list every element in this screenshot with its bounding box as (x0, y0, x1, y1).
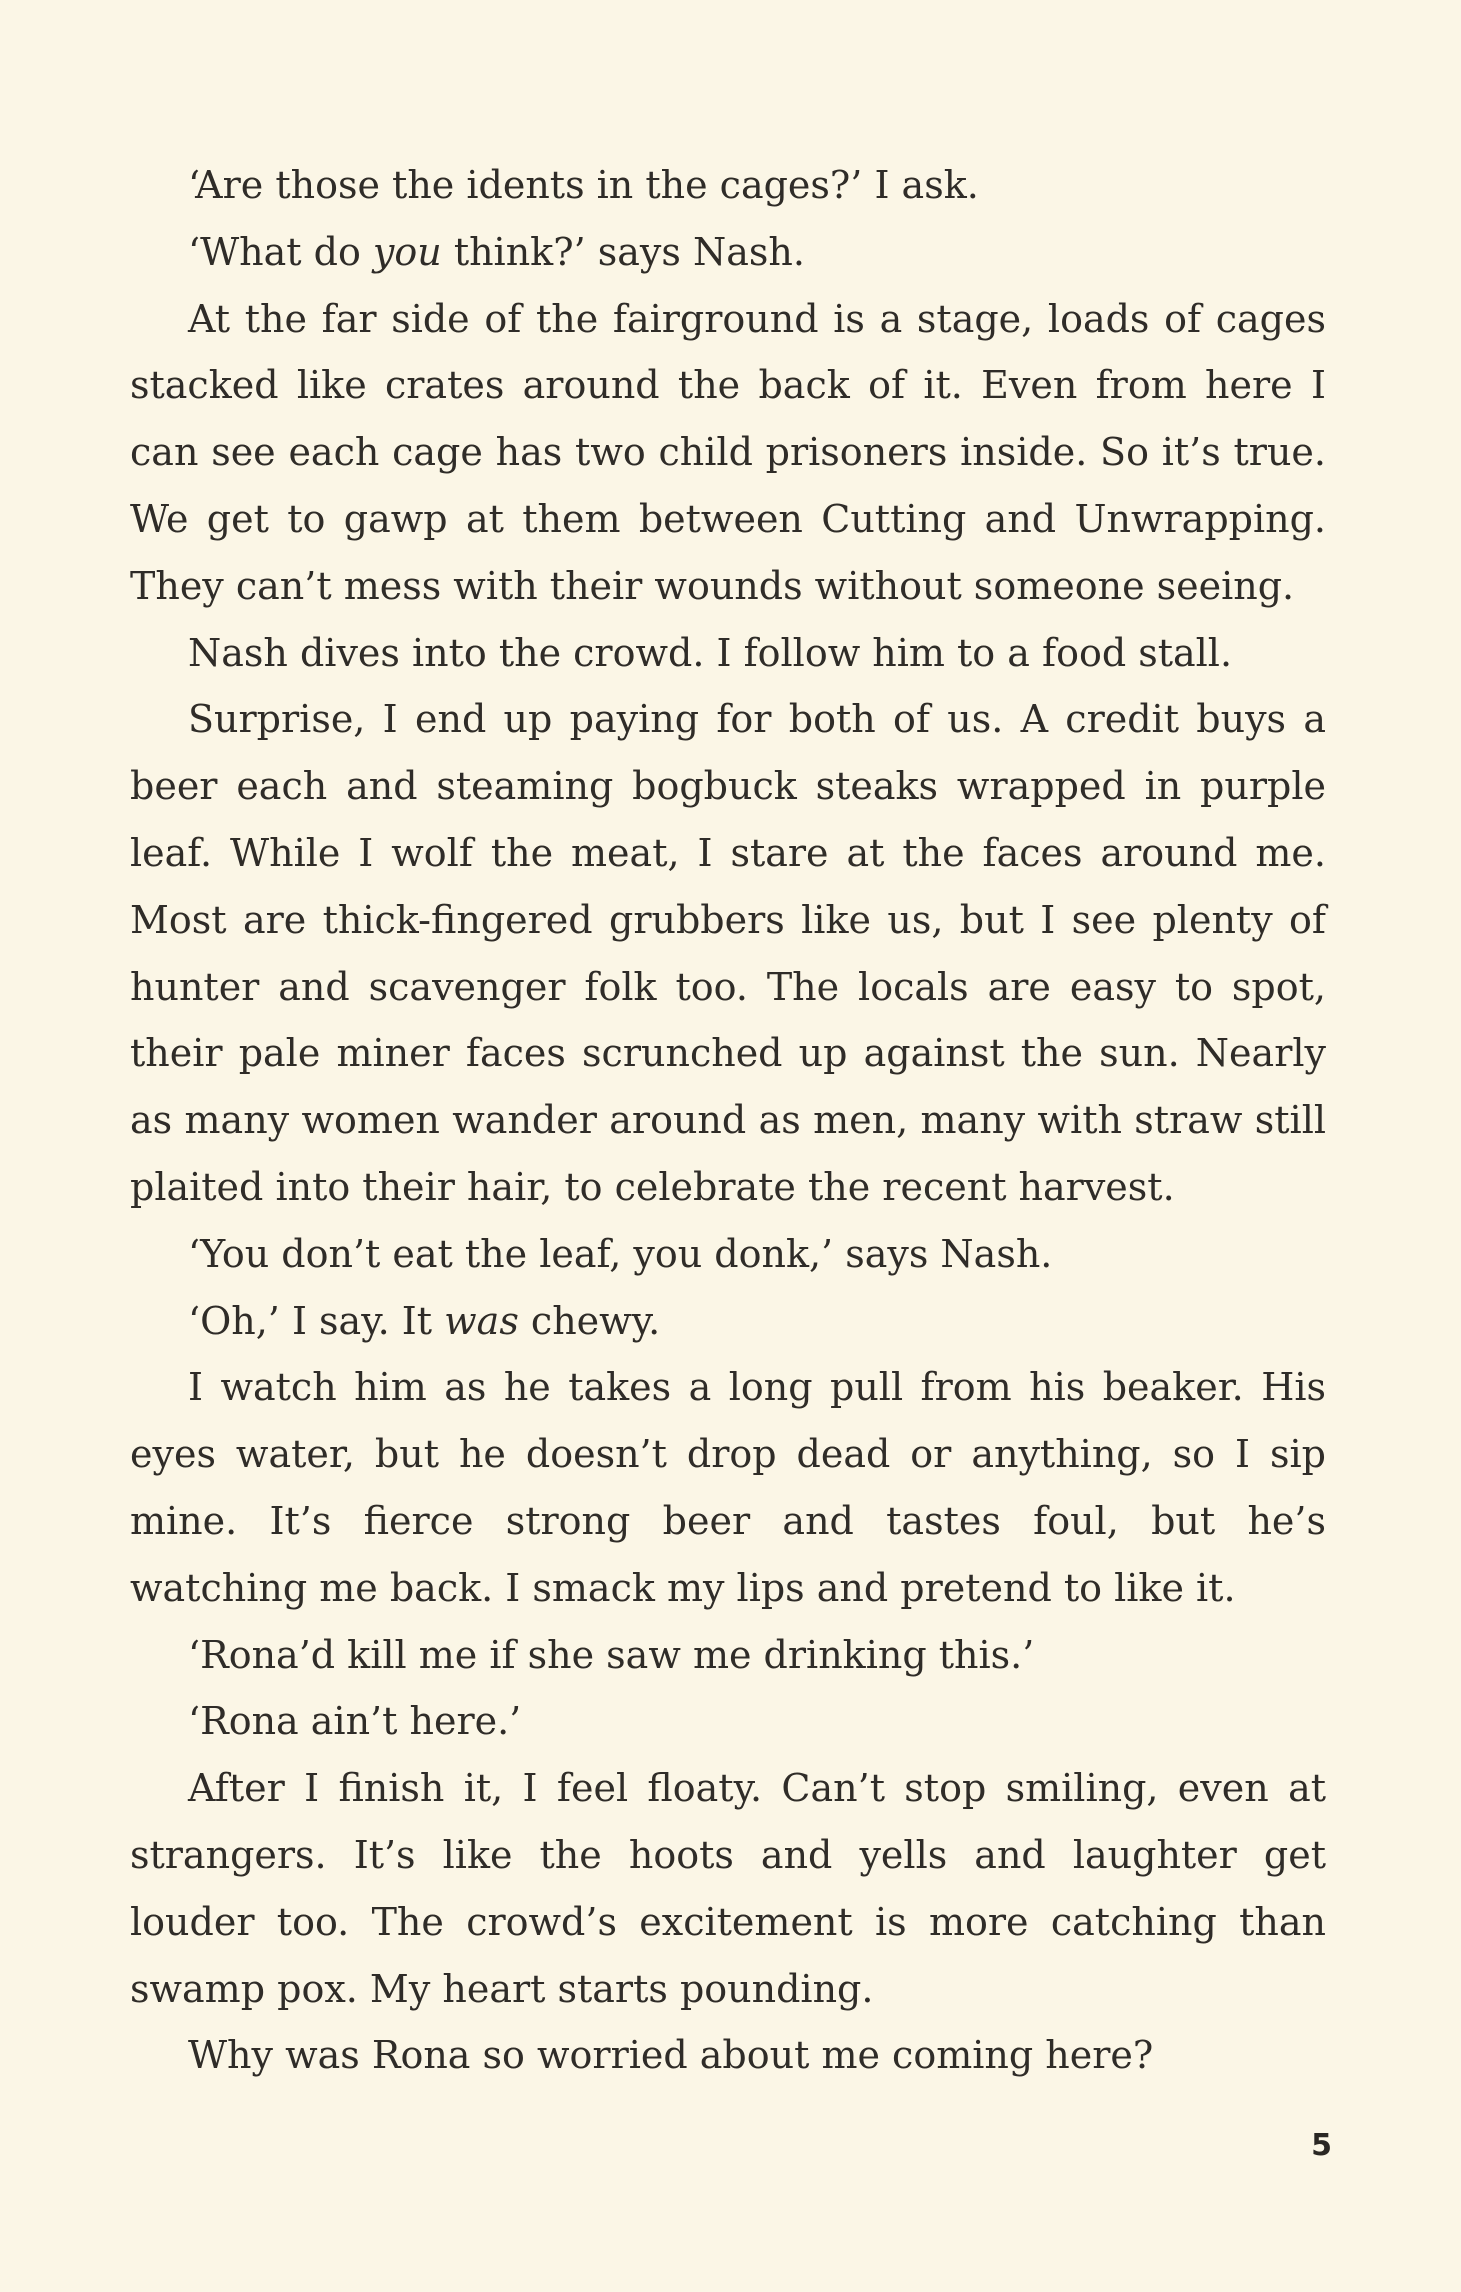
text-segment: ‘Rona’d kill me if she saw me drinking this.’ (188, 1632, 1035, 1677)
text-segment: think?’ says Nash. (441, 229, 805, 274)
text-segment: Why was Rona so worried about me coming here? (188, 2033, 1154, 2078)
paragraph (130, 1755, 1326, 2022)
text-segment: chewy. (518, 1298, 661, 1343)
paragraph (130, 1288, 1326, 1355)
paragraph (130, 1221, 1326, 1288)
italic-word: was (444, 1298, 519, 1343)
text-segment: ‘What do (188, 229, 373, 274)
paragraph (130, 286, 1326, 620)
text-segment: After I finish it, I feel floaty. Can’t stop smiling, even at strangers. It’s like the hoots and yells and laughter get louder too. The crowd’s excitement is more catching than swamp pox. My heart starts pounding. (130, 1766, 1326, 2011)
text-segment: ‘Rona ain’t here.’ (188, 1699, 522, 1744)
text-segment: ‘You don’t eat the leaf, you donk,’ says Nash. (188, 1231, 1053, 1276)
text-segment: ‘Are those the idents in the cages?’ I ask. (188, 163, 979, 207)
body-text (130, 152, 1326, 2089)
text-segment: ‘Oh,’ I say. It (188, 1298, 445, 1343)
paragraph (130, 620, 1326, 687)
paragraph (130, 1354, 1326, 1621)
text-segment: At the far side of the fairground is a stage, loads of cages stacked like crates around the back of it. Even from here I can see each cage has two child prisoners inside. So it’s true. We get to gawp at them between Cutting and Unwrapping. They can’t mess with their wounds without someone seeing. (130, 296, 1326, 608)
paragraph (130, 152, 1326, 219)
page-number: 5 (1311, 2128, 1332, 2163)
paragraph (130, 219, 1326, 286)
paragraph (130, 686, 1326, 1220)
text-segment: I watch him as he takes a long pull from his beaker. His eyes water, but he doesn’t drop dead or anything, so I sip mine. It’s fierce strong beer and tastes foul, but he’s watching me back. I smack my lips and pretend to like it. (130, 1365, 1326, 1610)
italic-word: you (372, 229, 442, 274)
text-segment: Surprise, I end up paying for both of us. A credit buys a beer each and steaming bogbuck steaks wrapped in purple leaf. While I wolf the meat, I stare at the faces around me. Most are thick-fingered grubbers like us, but I see plenty of hunter and scavenger folk too. The locals are easy to spot, their pale miner faces scrunched up against the sun. Nearly as many women wander around as men, many with straw still plaited into their hair, to celebrate the recent harvest. (130, 697, 1326, 1209)
paragraph (130, 1688, 1326, 1755)
text-segment: Nash dives into the crowd. I follow him to a food stall. (188, 630, 1233, 675)
paragraph (130, 1622, 1326, 1689)
paragraph (130, 2022, 1326, 2089)
